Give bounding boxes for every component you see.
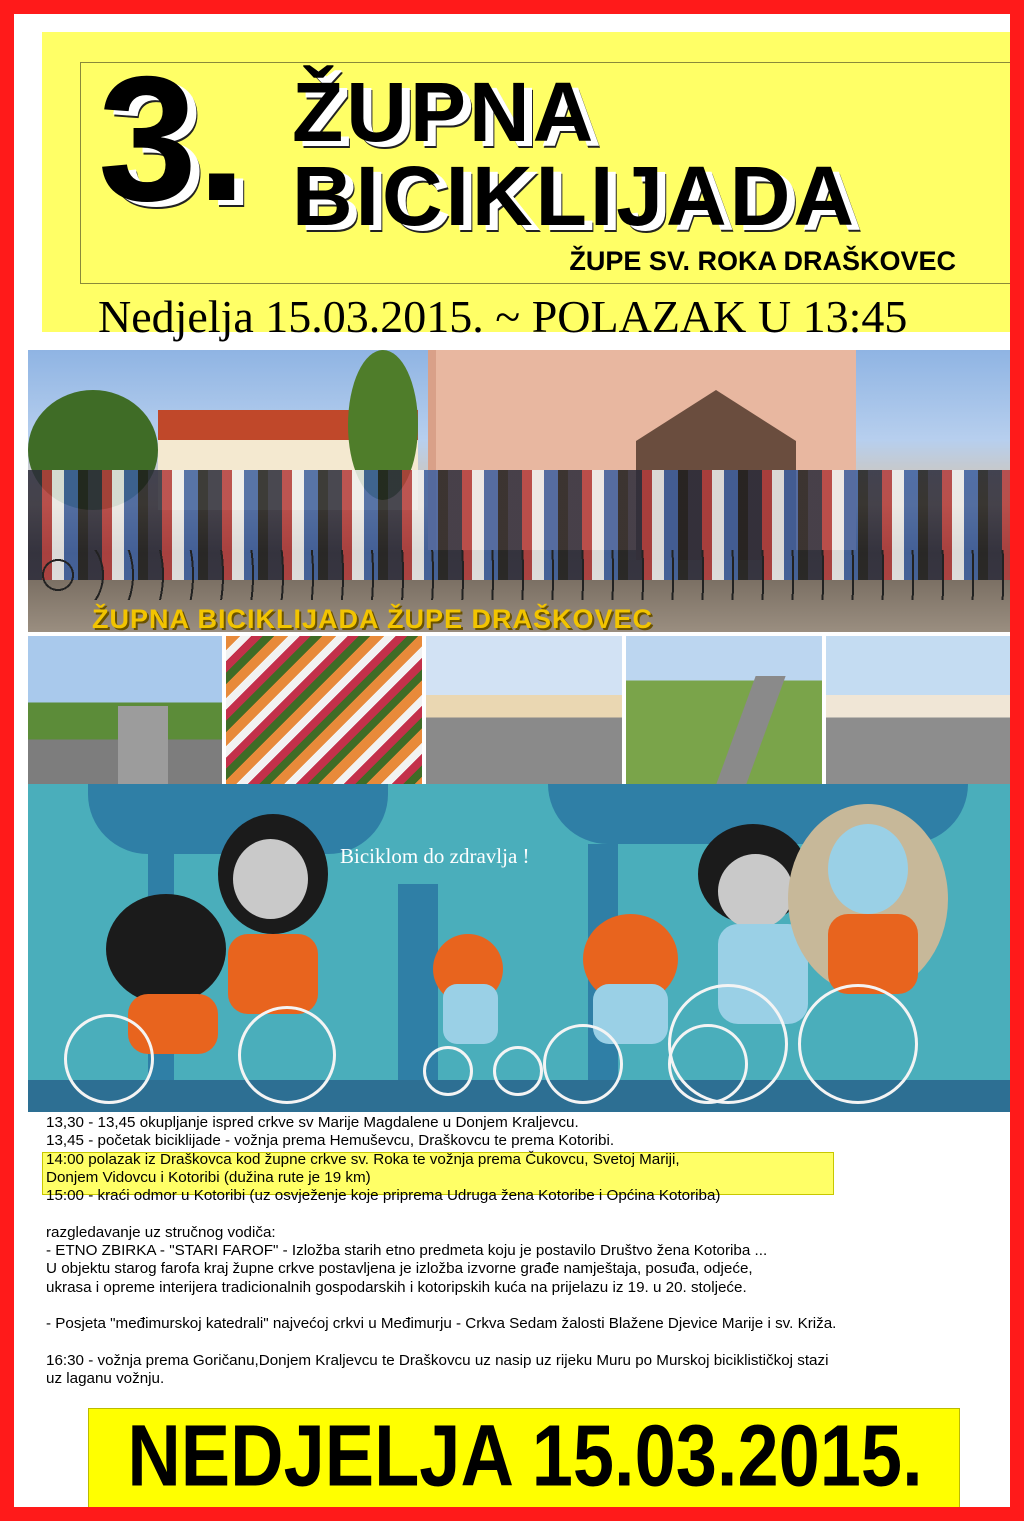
- thumb-photo-road: [28, 636, 222, 784]
- schedule-line: 15:00 - kraći odmor u Kotoribi (uz osvježenje koje priprema Udruga žena Kotoribe i Općina Kotoriba): [46, 1187, 721, 1205]
- schedule-line: 14:00 polazak iz Draškovca kod župne crkve sv. Roka te vožnja prema Čukovcu, Svetoj Mariji,: [46, 1150, 680, 1168]
- title-line-1: ŽUPNA: [292, 65, 597, 159]
- bicycle-wheel: [543, 1024, 623, 1104]
- schedule-line: 13,45 - početak biciklijade - vožnja prema Hemuševcu, Draškovcu te prema Kotoribi.: [46, 1132, 615, 1150]
- schedule-line: 16:30 - vožnja prema Goričanu,Donjem Kraljevcu te Draškovcu uz nasip uz rijeku Muru po Murskoj biciklističkoj stazi: [46, 1351, 829, 1369]
- schedule-line: uz laganu vožnju.: [46, 1370, 165, 1388]
- title-line-2: BICIKLIJADA: [292, 149, 858, 243]
- header-box: [42, 32, 1012, 342]
- schedule: [46, 1114, 1021, 1388]
- footer-date: NEDJELJA 15.03.2015.: [127, 1406, 923, 1505]
- bicycle-wheel: [668, 984, 788, 1104]
- schedule-line: U objektu starog farofa kraj župne crkve postavljena je izložba izvorne građe namještaja, posuđa, odjeće,: [46, 1260, 753, 1278]
- slogan: Biciklom do zdravlja !: [340, 844, 530, 868]
- child-hair: [106, 894, 226, 1004]
- thumb-photo-village: [826, 636, 1024, 784]
- thumb-photo-street: [426, 636, 622, 784]
- woman-face: [828, 824, 908, 914]
- schedule-line: razgledavanje uz stručnog vodiča:: [46, 1223, 276, 1241]
- schedule-line: Donjem Vidovcu i Kotoribi (dužina rute je 19 km): [46, 1168, 371, 1186]
- photo-banner: ŽUPNA BICIKLIJADA ŽUPE DRAŠKOVEC: [92, 604, 654, 632]
- bicycle-wheel: [64, 1014, 154, 1104]
- woman-shirt: [828, 914, 918, 994]
- footer-banner: [88, 1408, 960, 1516]
- date-line: Nedjelja 15.03.2015. ~ POLAZAK U 13:45: [98, 291, 908, 342]
- thumb-photo-path: [626, 636, 822, 784]
- bicycle-wheel: [798, 984, 918, 1104]
- schedule-spacer: [46, 1297, 1021, 1315]
- schedule-line: ukrasa i opreme interijera tradicionalnih gospodarskih i kotoripskih kuća na prijelazu iz 19. u 20. stoljeće.: [46, 1278, 747, 1296]
- schedule-line: - Posjeta "međimurskoj katedrali" najvećoj crkvi u Međimurju - Crkva Sedam žalosti Blažene Djevice Marije i sv. Križa.: [46, 1315, 837, 1333]
- edition-number: 3.: [98, 39, 247, 238]
- mother-shirt: [228, 934, 318, 1014]
- bicycle-wheel: [493, 1046, 543, 1096]
- cartoon-illustration: [28, 784, 1024, 1112]
- subtitle: ŽUPE SV. ROKA DRAŠKOVEC: [569, 246, 956, 276]
- group-photo: [28, 350, 1024, 632]
- bicycle-wheel: [423, 1046, 473, 1096]
- schedule-line: - ETNO ZBIRKA - "STARI FAROF" - Izložba starih etno predmeta koju je postavilo Društvo žena Kotoriba ...: [46, 1242, 768, 1260]
- bicycles: [28, 550, 1024, 600]
- bicycle-wheel: [238, 1006, 336, 1104]
- schedule-line: 13,30 - 13,45 okupljanje ispred crkve sv Marije Magdalene u Donjem Kraljevcu.: [46, 1114, 579, 1131]
- schedule-spacer: [46, 1334, 1021, 1352]
- father-face: [718, 854, 793, 929]
- schedule-spacer: [46, 1205, 1021, 1223]
- mother-face: [233, 839, 308, 919]
- boy-shirt: [443, 984, 498, 1044]
- thumb-photo-group: [226, 636, 422, 784]
